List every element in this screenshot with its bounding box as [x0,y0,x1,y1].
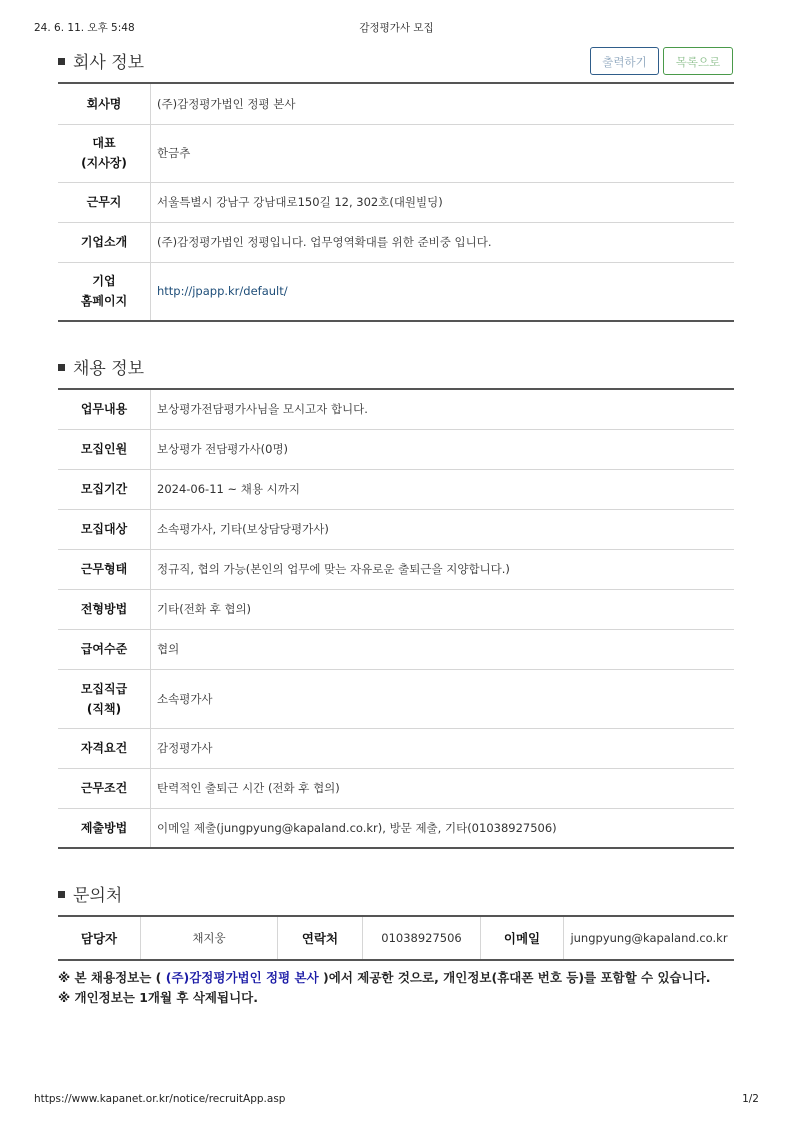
row-label: 모집인원 [58,429,151,469]
company-info-table [58,82,734,322]
table-row [58,124,734,182]
row-label: 모집기간 [58,469,151,509]
row-label: 기업소개 [58,222,151,262]
table-row [58,389,734,429]
table-row [58,222,734,262]
table-row [58,728,734,768]
contact-section-title-text: 문의처 [73,886,123,906]
privacy-notice-line1: ※ 본 채용정보는 ( (주)감정평가법인 정평 본사 )에서 제공한 것으로, 개인정보(휴대폰 번호 등)를 포함할 수 있습니다. [58,970,711,985]
row-value: 2024-06-11 ~ 채용 시까지 [151,469,735,509]
table-row [58,83,734,124]
company-name-value: (주)감정평가법인 정평 본사 [157,96,296,111]
row-label: 업무내용 [58,389,151,429]
row-label: 모집대상 [58,509,151,549]
table-row [58,182,734,222]
row-label: 회사명 [58,83,151,124]
representative-value: 한금추 [151,124,735,182]
workplace-value: 서울특별시 강남구 강남대로150길 12, 302호(대원빌딩) [151,182,735,222]
row-label: 근무지 [58,182,151,222]
contact-section-title [58,881,122,906]
row-value: 탄력적인 출퇴근 시간 (전화 후 협의) [151,768,735,808]
row-label: 전형방법 [58,589,151,629]
row-label: 근무형태 [58,549,151,589]
row-value: 기타(전화 후 협의) [151,589,735,629]
print-page-title: 감정평가사 모집 [359,22,434,34]
recruit-info-table [58,388,734,849]
row-value: 감정평가사 [151,728,735,768]
row-label: 제출방법 [58,808,151,848]
row-value: 보상평가전담평가사님을 모시고자 합니다. [157,402,368,417]
row-label: 자격요건 [58,728,151,768]
privacy-notice [58,968,738,1008]
table-row [58,768,734,808]
footer-url: https://www.kapanet.or.kr/notice/recruitApp.asp [34,1093,286,1105]
row-value: 협의 [151,629,735,669]
email-value: jungpyung@kapaland.co.kr [570,931,728,945]
print-button[interactable]: 출력하기 [590,47,659,75]
person-value: 채지웅 [141,916,278,960]
recruit-section-title-text: 채용 정보 [73,359,145,379]
person-label: 담당자 [58,916,141,960]
row-label: 근무조건 [58,768,151,808]
phone-label: 연락처 [278,916,363,960]
privacy-notice-line2: ※ 개인정보는 1개월 후 삭제됩니다. [58,990,258,1005]
table-row [58,509,734,549]
contact-table [58,915,734,961]
table-row [58,629,734,669]
table-row [58,808,734,848]
row-label: 모집직급 (직책) [58,669,151,728]
footer-page-number: 1/2 [742,1093,759,1105]
row-value: 정규직, 협의 가능(본인의 업무에 맞는 자유로운 출퇴근을 지양합니다.) [151,549,735,589]
company-section-title [58,48,144,73]
row-value: 보상평가 전담평가사(0명) [151,429,735,469]
homepage-cell [151,262,735,321]
table-row [58,589,734,629]
table-row [58,669,734,728]
row-value: 소속평가사, 기타(보상담당평가사) [151,509,735,549]
phone-value: 01038927506 [363,916,481,960]
notice-company-name: (주)감정평가법인 정평 본사 [165,970,319,985]
row-value: 이메일 제출(jungpyung@kapaland.co.kr), 방문 제출, 기타(01038927506) [151,808,735,848]
table-row [58,916,734,960]
print-datetime: 24. 6. 11. 오후 5:48 [34,22,135,34]
row-label: 기업 홈페이지 [58,262,151,321]
square-bullet-icon [58,364,65,371]
email-label: 이메일 [481,916,564,960]
row-label: 대표 (지사장) [58,124,151,182]
row-value: 소속평가사 [151,669,735,728]
homepage-link[interactable]: http://jpapp.kr/default/ [157,284,288,299]
company-section-title-text: 회사 정보 [73,53,145,73]
square-bullet-icon [58,891,65,898]
table-row [58,262,734,321]
company-intro-value: (주)감정평가법인 정평입니다. 업무영역확대를 위한 준비중 입니다. [151,222,735,262]
recruit-section-title [58,354,144,379]
table-row [58,549,734,589]
square-bullet-icon [58,58,65,65]
row-label: 급여수준 [58,629,151,669]
table-row [58,429,734,469]
table-row [58,469,734,509]
back-to-list-button[interactable]: 목록으로 [663,47,733,75]
